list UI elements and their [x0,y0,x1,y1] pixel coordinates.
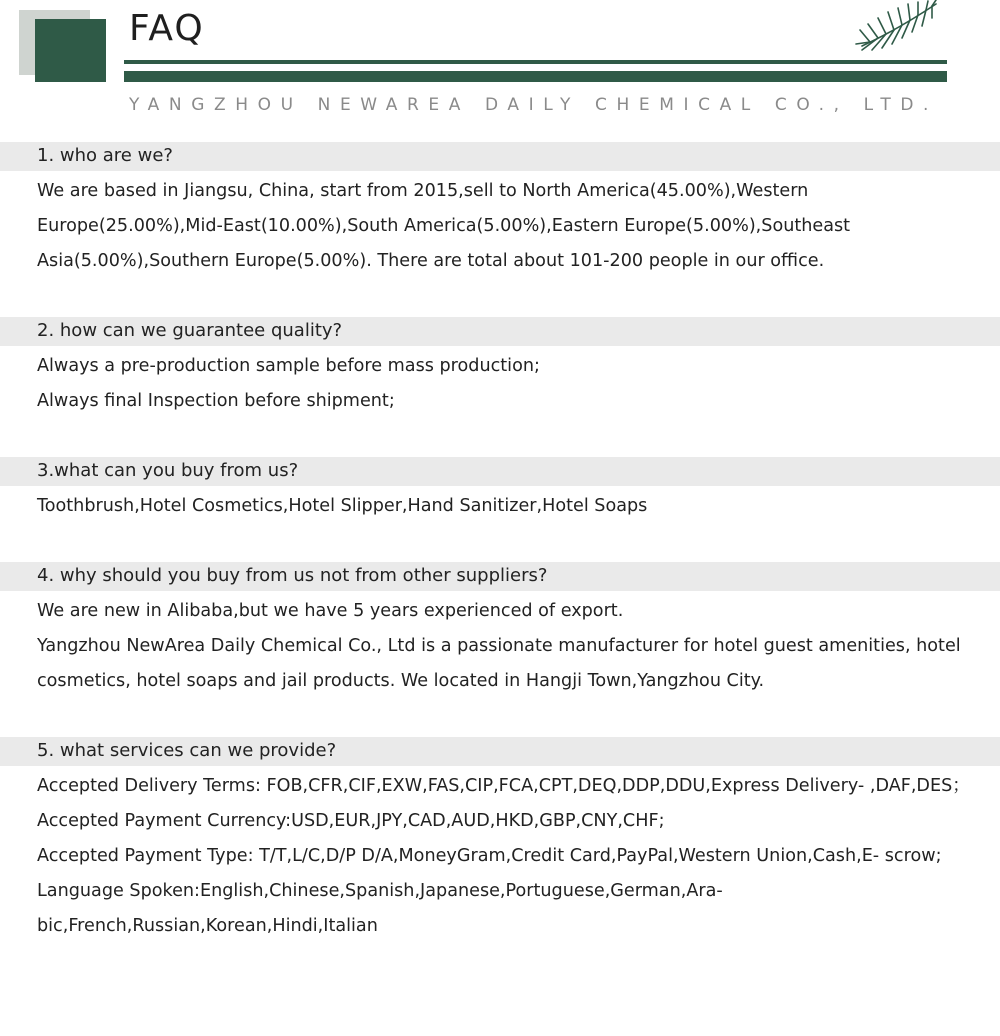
header-rule-thick [124,71,947,82]
faq-answer-3 [37,489,997,524]
faq-answer-2 [37,349,997,419]
faq-question-bar [0,457,1000,486]
faq-question-3: 3.what can you buy from us? [37,460,299,481]
header-rule-thin [124,60,947,64]
faq-question-bar [0,562,1000,591]
faq-question-1: 1. who are we? [37,145,173,166]
answer-paragraph: Accepted Payment Currency:USD,EUR,JPY,CAD,AUD,HKD,GBP,CNY,CHF; [37,811,665,831]
faq-question-bar [0,317,1000,346]
page-title: FAQ [129,8,205,49]
faq-answer-5 [37,769,997,944]
answer-paragraph: Toothbrush,Hotel Cosmetics,Hotel Slipper,Hand Sanitizer,Hotel Soaps [37,496,648,516]
faq-question-4: 4. why should you buy from us not from other suppliers? [37,565,548,586]
answer-paragraph: We are based in Jiangsu, China, start from 2015,sell to North America(45.00%),Western Europe(25.00%),Mid-East(10.00%),South America(5.00%),Eastern Europe(5.00%),Southeast Asia(5.00%),Southern Europe(5.00%). There are total about 101-200 people in our office. [37,181,851,271]
logo-square-front [35,19,106,82]
answer-paragraph: Language Spoken:English,Chinese,Spanish,Japanese,Portuguese,German,Ara- bic,French,Russian,Korean,Hindi,Italian [37,881,723,936]
faq-question-5: 5. what services can we provide? [37,740,337,761]
answer-paragraph: Accepted Payment Type: T/T,L/C,D/P D/A,MoneyGram,Credit Card,PayPal,Western Union,Cash,E- scrow; [37,846,942,866]
company-name: YANGZHOU NEWAREA DAILY CHEMICAL CO., LTD. [129,95,939,115]
faq-answer-1 [37,174,997,279]
faq-question-2: 2. how can we guarantee quality? [37,320,343,341]
answer-paragraph: Always final Inspection before shipment; [37,391,395,411]
answer-paragraph: Always a pre-production sample before mass production; [37,356,540,376]
faq-question-bar [0,737,1000,766]
faq-question-bar [0,142,1000,171]
palm-leaf-icon [852,0,942,54]
faq-answer-4 [37,594,997,699]
answer-paragraph: Yangzhou NewArea Daily Chemical Co., Ltd is a passionate manufacturer for hotel guest amenities, hotel cosmetics, hotel soaps and jail products. We located in Hangji Town,Yangzhou City. [37,636,961,691]
answer-paragraph: We are new in Alibaba,but we have 5 years experienced of export. [37,601,624,621]
answer-paragraph: Accepted Delivery Terms: FOB,CFR,CIF,EXW,FAS,CIP,FCA,CPT,DEQ,DDP,DDU,Express Delivery- ,DAF,DES； [37,776,970,796]
